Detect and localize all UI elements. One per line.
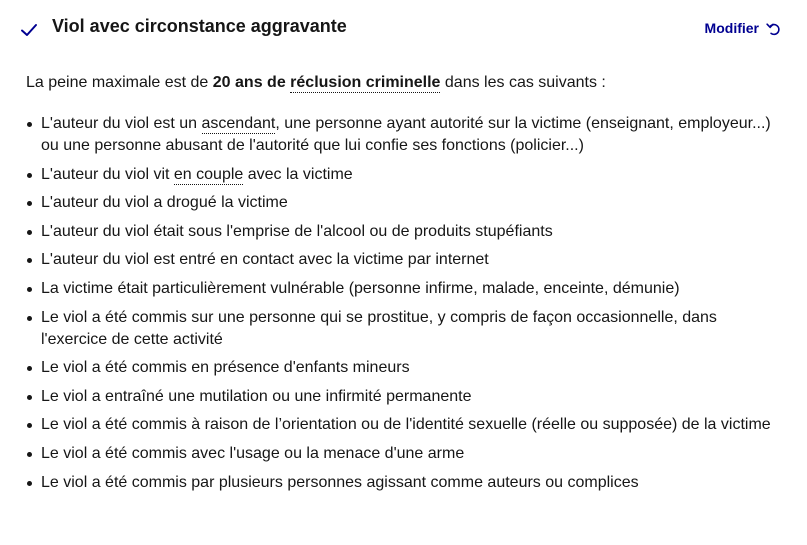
list-item: L'auteur du viol a drogué la victime: [26, 192, 786, 214]
list-item: Le viol a été commis avec l'usage ou la menace d'une arme: [26, 443, 786, 465]
list-item: L'auteur du viol est entré en contact avec la victime par internet: [26, 249, 786, 271]
penalty-term-definition[interactable]: réclusion criminelle: [290, 74, 441, 91]
result-header: [0, 0, 807, 62]
list-item-text: L'auteur du viol vit: [41, 165, 174, 183]
term-definition-en-couple[interactable]: en couple: [173, 165, 244, 183]
list-item: [26, 113, 786, 157]
list-item-text: avec la victime: [243, 165, 353, 183]
term-definition-ascendant[interactable]: ascendant: [201, 115, 276, 132]
page-title: Viol avec circonstance aggravante: [52, 16, 347, 36]
list-item: [26, 164, 786, 186]
list-item-text: , une personne ayant autorité sur la victime (enseignant, employeur...) ou une personne abusant de l'autorité que lui confie ses fonctions (policier...): [41, 115, 771, 154]
penalty-intro: [26, 72, 606, 94]
list-item: Le viol a été commis à raison de l’orientation ou de l'identité sexuelle (réelle ou supposée) de la victime: [26, 414, 786, 436]
check-icon: [20, 21, 38, 39]
list-item: Le viol a entraîné une mutilation ou une infirmité permanente: [26, 386, 786, 408]
intro-suffix: dans les cas suivants :: [440, 74, 606, 91]
undo-arrow-icon[interactable]: [766, 21, 781, 36]
list-item: La victime était particulièrement vulnérable (personne infirme, malade, enceinte, démunie): [26, 278, 786, 300]
penalty-years: 20 ans de: [212, 74, 286, 91]
list-item-text: L'auteur du viol est un: [41, 115, 202, 132]
list-item: Le viol a été commis par plusieurs personnes agissant comme auteurs ou complices: [26, 472, 786, 494]
list-item: Le viol a été commis sur une personne qui se prostitue, y compris de façon occasionnelle, dans l'exercice de cette activité: [26, 307, 786, 351]
modify-button[interactable]: [705, 20, 781, 36]
list-item: L'auteur du viol était sous l'emprise de l'alcool ou de produits stupéfiants: [26, 221, 786, 243]
aggravating-circumstances-list: [26, 113, 786, 500]
modify-button-label[interactable]: Modifier: [704, 20, 759, 36]
list-item: Le viol a été commis en présence d'enfants mineurs: [26, 357, 786, 379]
intro-prefix: La peine maximale est de: [26, 74, 213, 91]
